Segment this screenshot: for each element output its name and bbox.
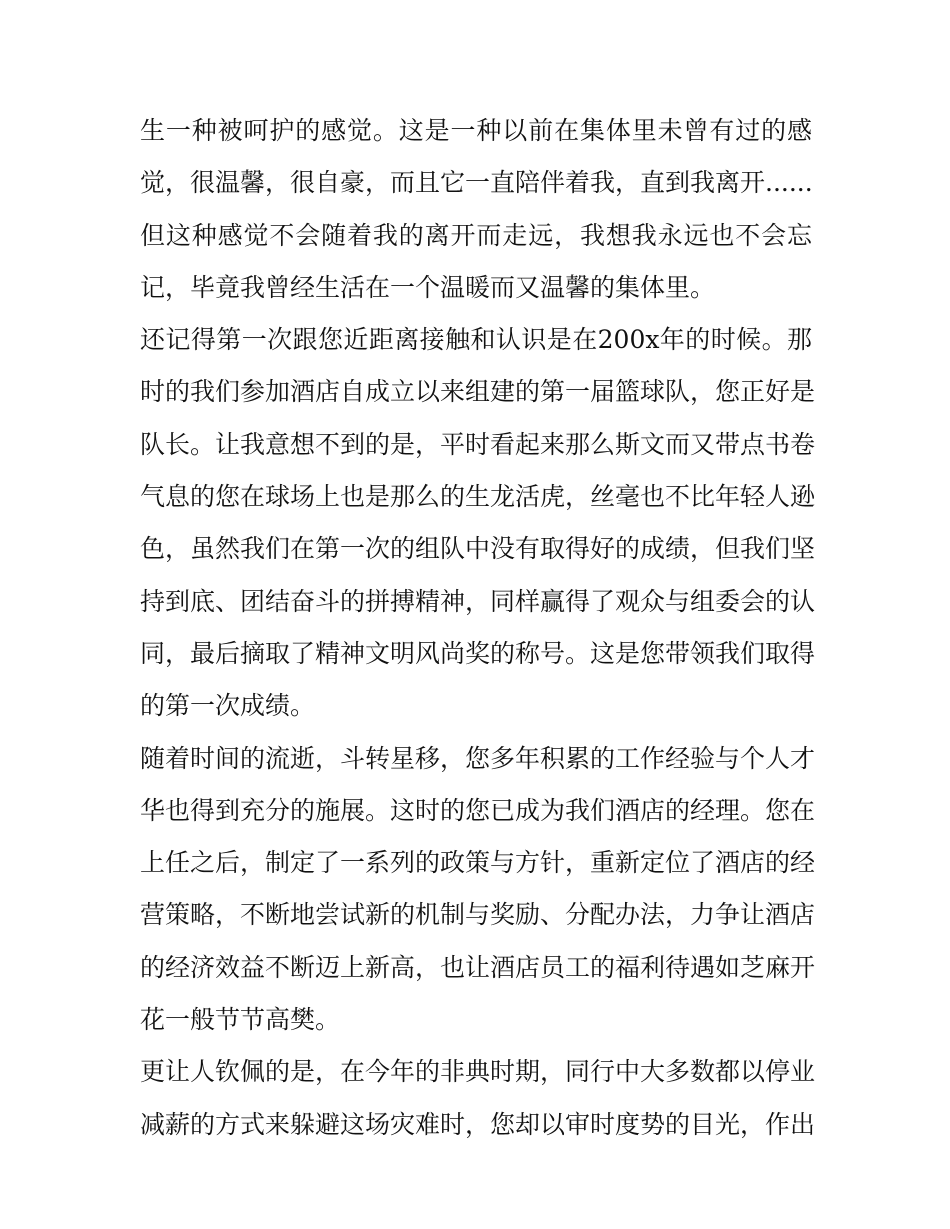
text-line: 觉，很温馨，很自豪，而且它一直陪伴着我，直到我离开...... [140,168,813,198]
text-line: 减薪的方式来躲避这场灾难时，您却以审时度势的目光，作出 [140,1109,816,1139]
text-line: 华也得到充分的施展。这时的您已成为我们酒店的经理。您在 [140,795,816,825]
text-line: 更让人钦佩的是，在今年的非典时期，同行中大多数都以停业 [140,1057,816,1087]
text-line: 时的我们参加酒店自成立以来组建的第一届篮球队，您正好是 [140,377,816,407]
text-line: 的第一次成绩。 [140,691,316,721]
text-line: 但这种感觉不会随着我的离开而走远，我想我永远也不会忘 [140,220,812,250]
document-body [140,105,816,1151]
text-line: 还记得第一次跟您近距离接触和认识是在200x年的时候。那 [140,325,812,355]
text-line: 营策略，不断地尝试新的机制与奖励、分配办法，力争让酒店 [140,900,816,930]
text-line: 生一种被呵护的感觉。这是一种以前在集体里未曾有过的感 [140,116,812,145]
text-line: 随着时间的流逝，斗转星移，您多年积累的工作经验与个人才 [140,743,816,773]
text-line: 色，虽然我们在第一次的组队中没有取得好的成绩，但我们坚 [140,534,816,564]
text-line: 的经济效益不断迈上新高，也让酒店员工的福利待遇如芝麻开 [140,952,816,982]
text-line: 记，毕竟我曾经生活在一个温暖而又温馨的集体里。 [140,272,716,302]
text-line: 上任之后，制定了一系列的政策与方针，重新定位了酒店的经 [140,848,816,878]
text-line: 气息的您在球场上也是那么的生龙活虎，丝毫也不比年轻人逊 [140,482,816,512]
text-line: 持到底、团结奋斗的拼搏精神，同样赢得了观众与组委会的认 [140,586,816,616]
text-line: 队长。让我意想不到的是，平时看起来那么斯文而又带点书卷 [140,429,816,459]
text-line: 花一般节节高樊。 [140,1005,341,1035]
text-line: 同，最后摘取了精神文明风尚奖的称号。这是您带领我们取得 [140,638,816,668]
